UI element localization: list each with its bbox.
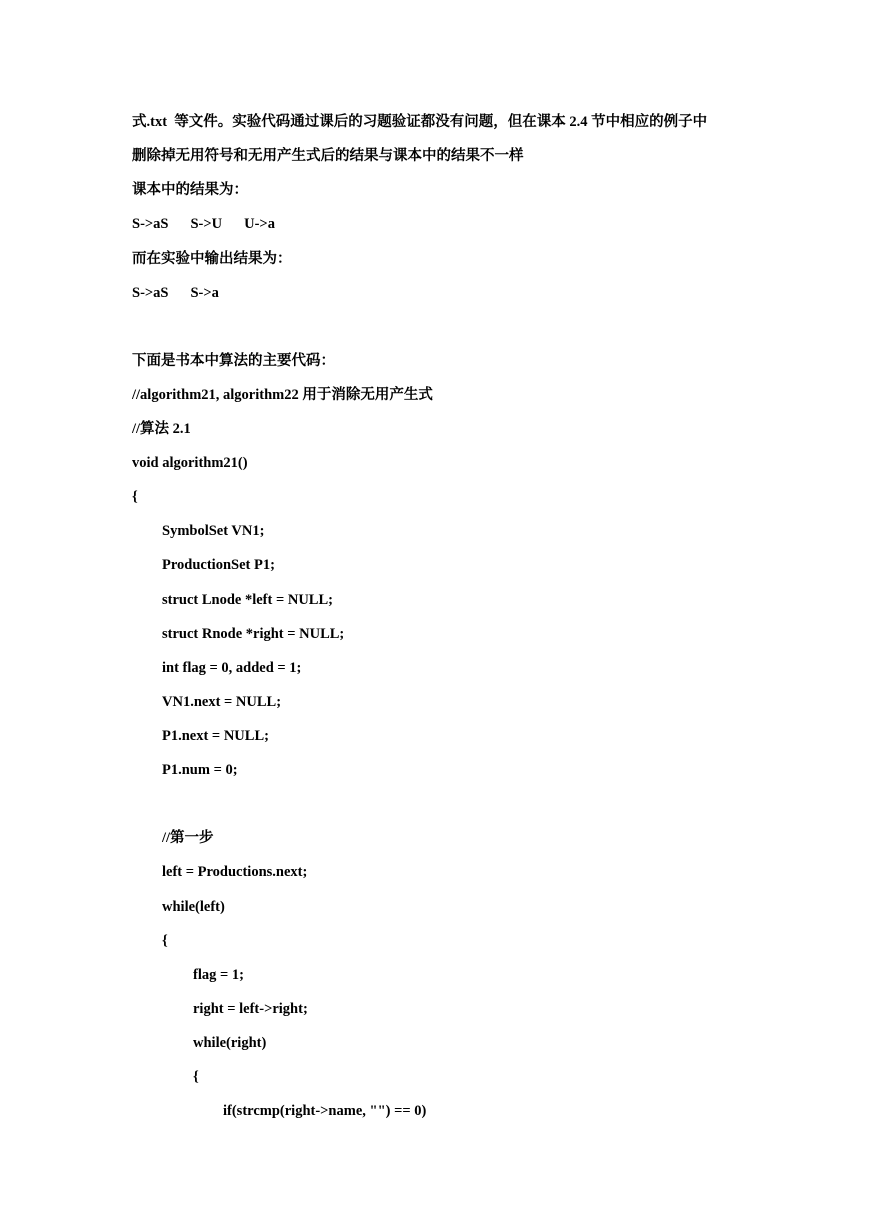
experiment-result-item: S->a — [190, 285, 219, 301]
code-line: { — [193, 1069, 199, 1085]
code-line: struct Rnode *right = NULL; — [162, 626, 345, 642]
intro-line-1: 式.txt 等文件。实验代码通过课后的习题验证都没有问题，但在课本 2.4 节中相应的例子中 — [132, 114, 708, 130]
book-result-item: S->aS — [132, 216, 169, 232]
code-line: { — [162, 933, 168, 949]
code-line: void algorithm21() — [132, 455, 248, 471]
code-line: ProductionSet P1; — [162, 557, 275, 573]
code-line: { — [132, 489, 138, 505]
book-result-label: 课本中的结果为： — [132, 182, 248, 198]
experiment-result-item: S->aS — [132, 285, 169, 301]
book-result-row — [132, 214, 275, 234]
code-line: flag = 1; — [193, 967, 244, 983]
code-line: right = left->right; — [193, 1001, 308, 1017]
code-line: if(strcmp(right->name, "") == 0) — [223, 1103, 427, 1119]
code-line: while(right) — [193, 1035, 267, 1051]
code-line: //第一步 — [162, 830, 214, 846]
code-line: //算法 2.1 — [132, 421, 191, 437]
code-line: int flag = 0, added = 1; — [162, 660, 302, 676]
code-line: left = Productions.next; — [162, 864, 308, 880]
code-line: P1.next = NULL; — [162, 728, 269, 744]
book-result-item: S->U — [190, 216, 223, 232]
code-line: SymbolSet VN1; — [162, 523, 265, 539]
code-line: VN1.next = NULL; — [162, 694, 282, 710]
intro-line-2: 删除掉无用符号和无用产生式后的结果与课本中的结果不一样 — [132, 148, 524, 164]
code-intro: 下面是书本中算法的主要代码： — [132, 353, 335, 369]
code-line: //algorithm21, algorithm22 用于消除无用产生式 — [132, 387, 433, 403]
experiment-result-label: 而在实验中输出结果为： — [132, 251, 292, 267]
code-line: struct Lnode *left = NULL; — [162, 592, 333, 608]
code-line: P1.num = 0; — [162, 762, 238, 778]
experiment-result-row — [132, 283, 219, 303]
book-result-item: U->a — [244, 216, 275, 232]
code-line: while(left) — [162, 899, 225, 915]
